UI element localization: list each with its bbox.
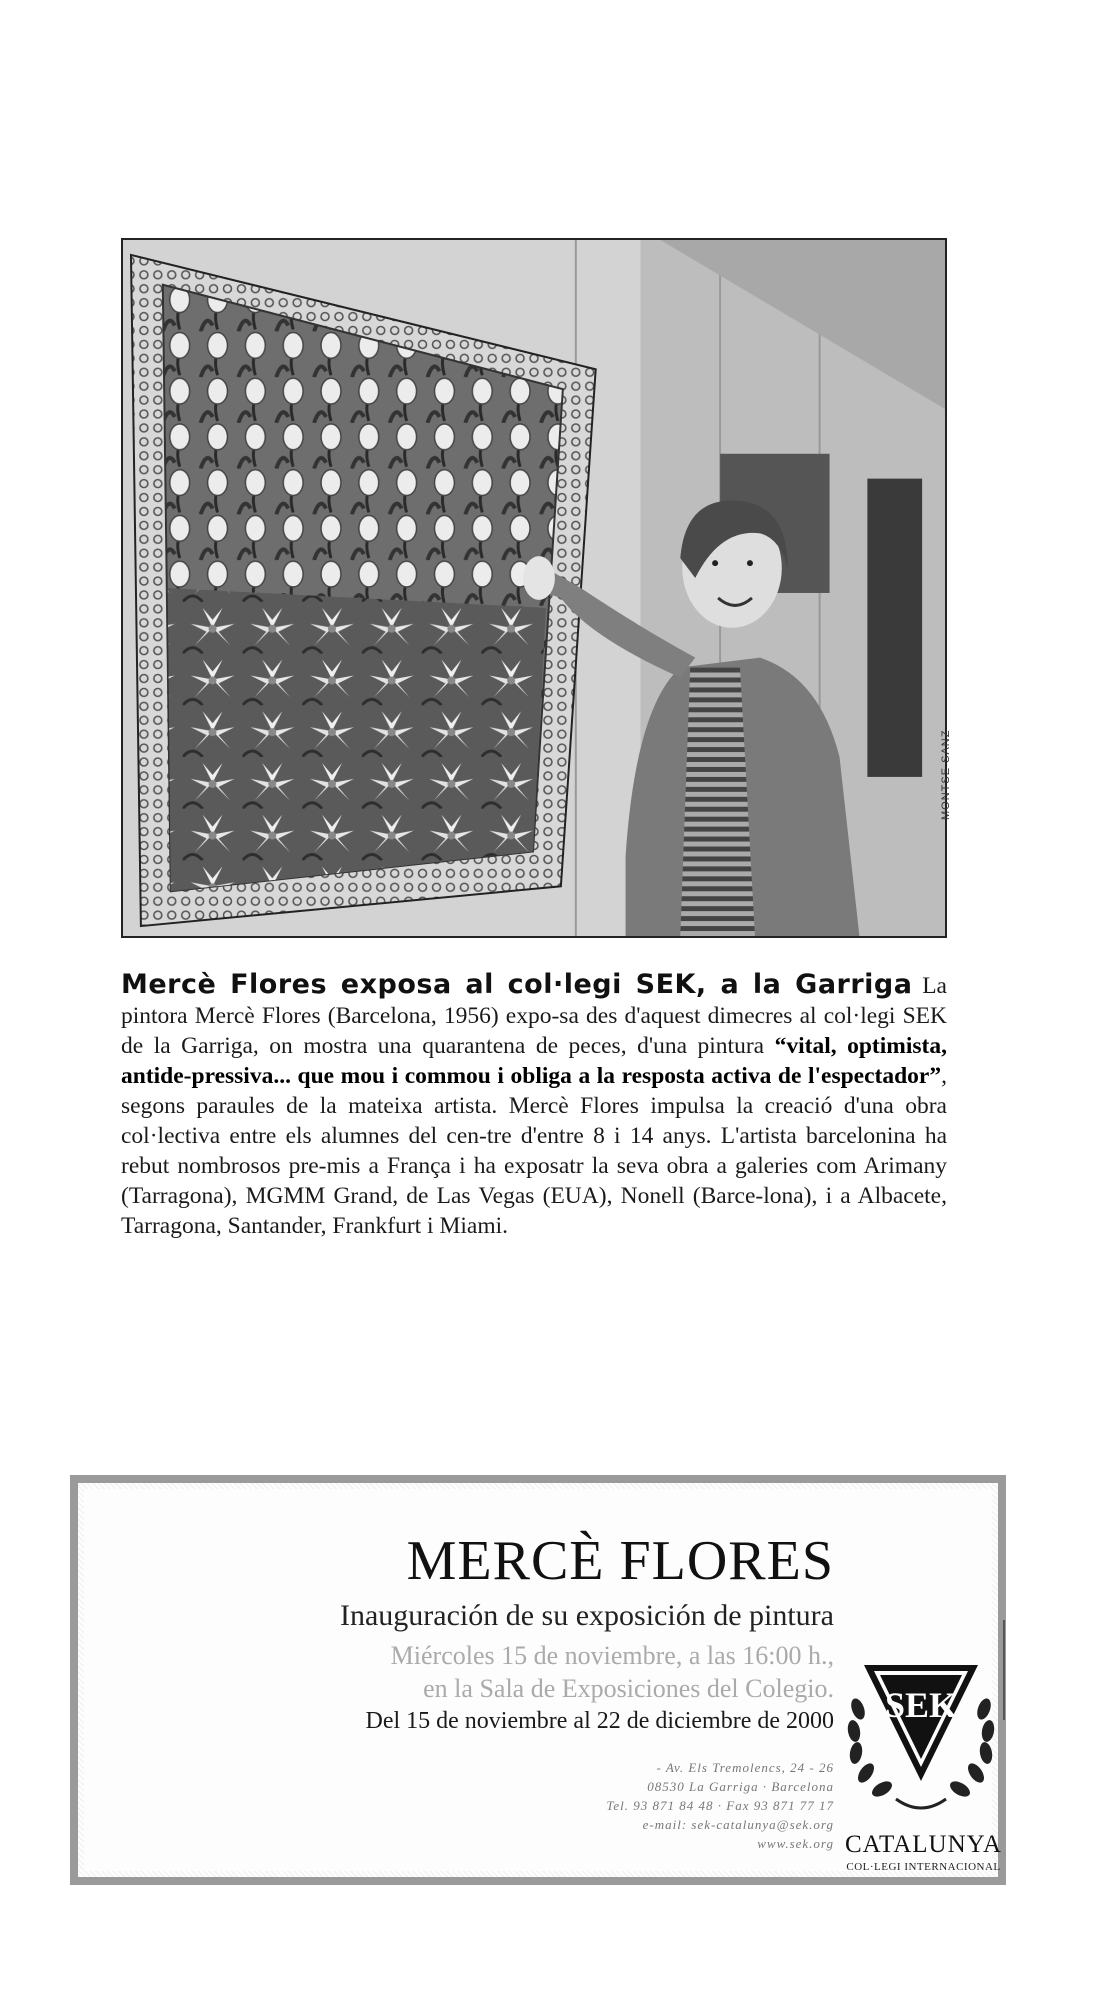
article-body-1: La pintora Mercè Flores (Barcelona, 1956) expo-sa des d'aquest dimecres al col·legi SEK de la Garriga, on mostra una quarantena de peces, d'una pintura <box>121 973 947 1059</box>
logo-tagline: COL·LEGI INTERNACIONAL <box>846 1861 1001 1873</box>
address-phone: Tel. 93 871 84 48 · Fax 93 871 77 17 <box>606 1798 834 1813</box>
photo-credit: MONTSE SANZ <box>940 729 952 820</box>
ad-panel <box>84 1489 1002 1873</box>
ad-venue: en la Sala de Exposiciones del Colegio. <box>423 1674 834 1703</box>
logo-mark: SEK <box>884 1685 958 1725</box>
ad-subtitle: Inauguración de su exposición de pintura <box>339 1599 834 1632</box>
ad-date-range: Del 15 de noviembre al 22 de diciembre de 2000 <box>365 1708 834 1734</box>
ad-title: MERCÈ FLORES <box>406 1530 834 1592</box>
ad-opening-time: Miércoles 15 de noviembre, a las 16:00 h., <box>390 1641 834 1670</box>
article-headline: Mercè Flores exposa al col·legi SEK, a la Garriga <box>121 969 913 1000</box>
address-website[interactable]: www.sek.org <box>757 1836 834 1851</box>
news-article <box>121 970 947 1241</box>
address-street: - Av. Els Tremolencs, 24 - 26 <box>656 1760 834 1775</box>
sek-emblem-icon <box>836 1649 1006 1829</box>
article-body-2: , segons paraules de la mateixa artista. Mercè Flores impulsa la creació d'una obra col·lectiva entre els alumnes del cen-tre d'entre 8 i 14 anys. L'artista barcelonina ha rebut nombrosos pre-mis a França i ha exposatr la seva obra a galeries com Arimany (Tarragona), MGMM Grand, de Las Vegas (EUA), Nonell (Barce-lona), i a Albacete, Tarragona, Santander, Frankfurt i Miami. <box>121 1063 947 1239</box>
exhibition-photo <box>121 238 947 938</box>
article-quote: “vital, optimista, antide-pressiva... que mou i commou i obliga a la resposta activa de l'espectador” <box>121 1033 947 1089</box>
photo-illustration <box>123 240 945 936</box>
margin-rule <box>1003 1620 1005 1720</box>
exhibition-advertisement <box>70 1475 1006 1885</box>
address-email[interactable]: e-mail: sek-catalunya@sek.org <box>642 1817 834 1832</box>
logo-name: CATALUNYA <box>845 1831 1002 1858</box>
address-city: 08530 La Garriga · Barcelona <box>647 1779 834 1794</box>
